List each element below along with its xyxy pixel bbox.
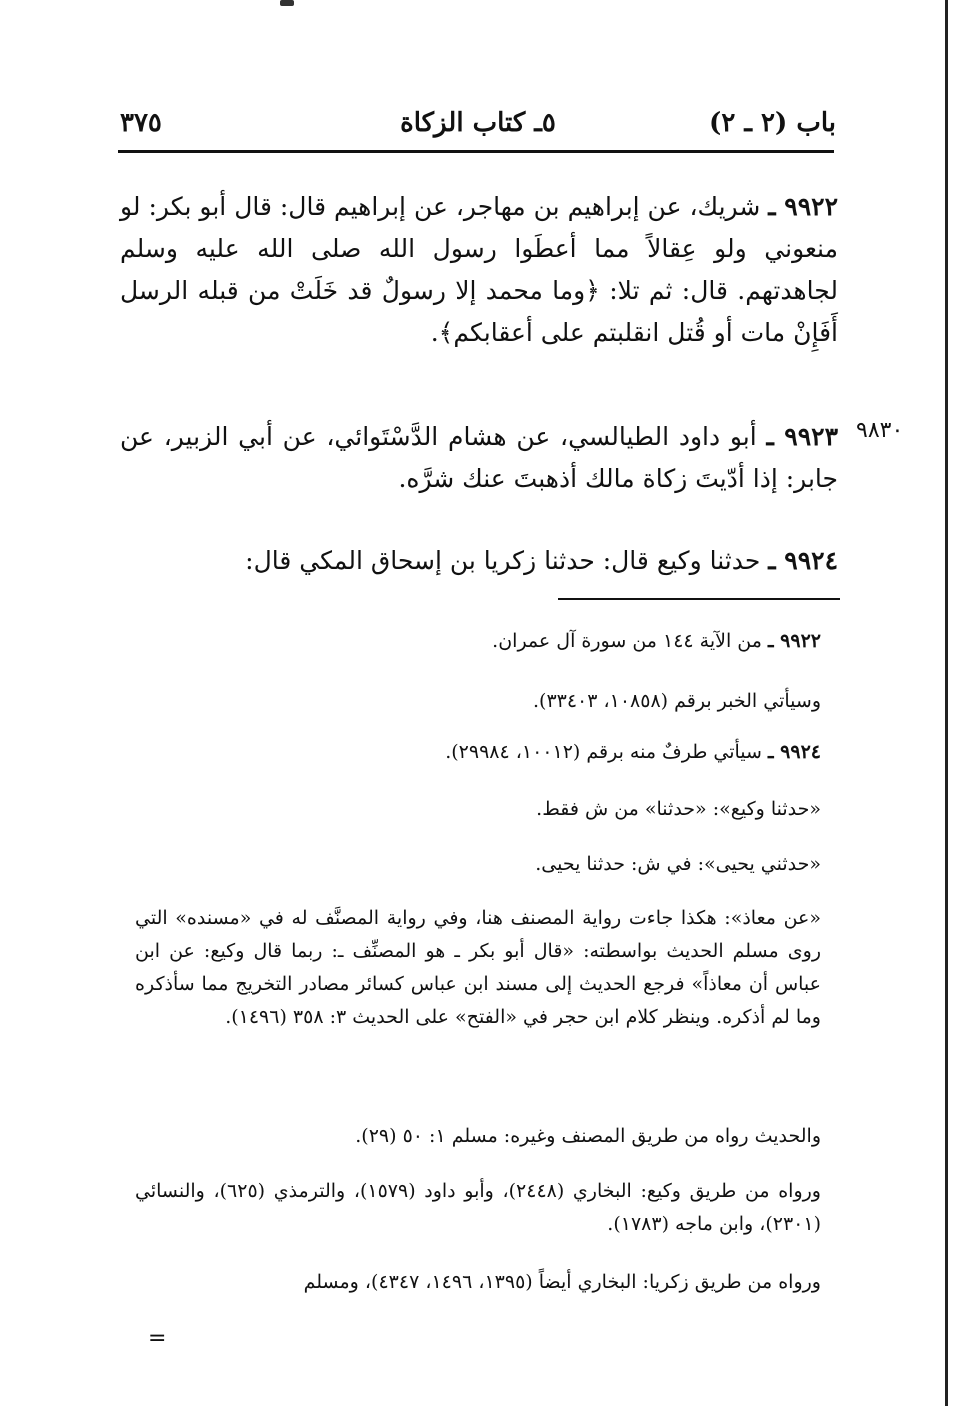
- footnote-text: «عن معاذ»: هكذا جاءت رواية المصنف هنا، وفي رواية المصنَّف له في «مسنده» التي روى مسلم الحديث بواسطته: «قال أبو بكر ـ هو المصنِّف ـ: ربما قال وكيع: عن ابن عباس أن معاذاً» فرجع الحديث إلى مسند ابن عباس كسائر مصادر التخريج مما سأذكره وما لم أذكره. وينظر كلام ابن حجر في «الفتح» على الحديث ٣: ٣٥٨ (١٤٩٦).: [135, 907, 821, 1028]
- footnote-text: ورواه من طريق وكيع: البخاري (٢٤٤٨)، وأبو داود (١٥٧٩)، والترمذي (٦٢٥)، والنسائي (٢٣٠١)، وابن ماجه (١٧٨٣).: [135, 1180, 821, 1235]
- footnote-text: سيأتي طرفٌ منه برقم (١٠٠١٢، ٢٩٩٨٤).: [445, 741, 768, 763]
- hadith-text: شريك، عن إبراهيم بن مهاجر، عن إبراهيم قال: قال أبو بكر: لو منعوني ولو عِقالاً مما أعطَوا رسول الله صلى الله عليه وسلم لجاهدتهم. قال: ثم تلا: ﴿وما محمد إلا رسولٌ قد خَلَتْ من قبله الرسل أَفَإِنْ مات أو قُتل انقلبتم على أعقابكم﴾.: [120, 192, 838, 347]
- page-edge-line: [945, 0, 948, 1406]
- hadith-number: ٩٩٢٢ ـ: [768, 192, 839, 221]
- chapter-title: باب (٢ ـ ٢): [709, 108, 836, 138]
- book-title: ٥ـ كتاب الزكاة: [400, 108, 556, 138]
- hadith-text: أبو داود الطيالسي، عن هشام الدَّسْتَوائي، عن أبي الزبير، عن جابر: إذا أدّيتَ زكاة مالك أذهبتَ عنك شرَّه.: [120, 422, 838, 493]
- footnote-text: ورواه من طريق زكريا: البخاري أيضاً (١٣٩٥، ١٤٩٦، ٤٣٤٧)، ومسلم: [303, 1271, 821, 1293]
- footnote-number: ٩٩٢٤ ـ: [767, 741, 821, 763]
- footnote: [135, 848, 821, 881]
- footnote-text: وسيأتي الخبر برقم (١٠٨٥٨، ٣٣٤٠٣).: [532, 690, 821, 712]
- hadith-number: ٩٩٢٣ ـ: [766, 422, 839, 451]
- footnote: [135, 902, 821, 1034]
- scan-artifact: [280, 0, 294, 6]
- header-rule: [118, 150, 834, 153]
- hadith-text: حدثنا وكيع قال: حدثنا زكريا بن إسحاق المكي قال:: [245, 546, 769, 575]
- footnote: [135, 625, 821, 658]
- margin-reference-number: ٩٨٣٠: [856, 418, 904, 443]
- footnote: [135, 736, 821, 769]
- hadith-9922: [120, 186, 838, 354]
- footnote: [135, 793, 821, 826]
- page-number: ٣٧٥: [120, 108, 162, 138]
- footnote: [135, 685, 821, 718]
- footnote: [135, 1175, 821, 1241]
- continuation-mark: =: [148, 1326, 167, 1351]
- running-header: [120, 108, 836, 152]
- footnote-text: «حدثنا وكيع»: «حدثنا» من ش فقط.: [536, 798, 821, 820]
- hadith-number: ٩٩٢٤ ـ: [768, 546, 838, 575]
- footnotes-rule: [558, 598, 840, 600]
- hadith-9923: [120, 416, 838, 500]
- footnote: [135, 1120, 821, 1153]
- footnote-text: من الآية ١٤٤ من سورة آل عمران.: [492, 630, 768, 652]
- footnote: [135, 1266, 821, 1299]
- footnote-number: ٩٩٢٢ ـ: [767, 630, 821, 652]
- footnote-text: «حدثني يحيى»: في ش: حدثنا يحيى.: [535, 853, 821, 875]
- footnote-text: والحديث رواه من طريق المصنف وغيره: مسلم ١: ٥٠ (٢٩).: [355, 1125, 821, 1147]
- hadith-9924: [120, 540, 838, 582]
